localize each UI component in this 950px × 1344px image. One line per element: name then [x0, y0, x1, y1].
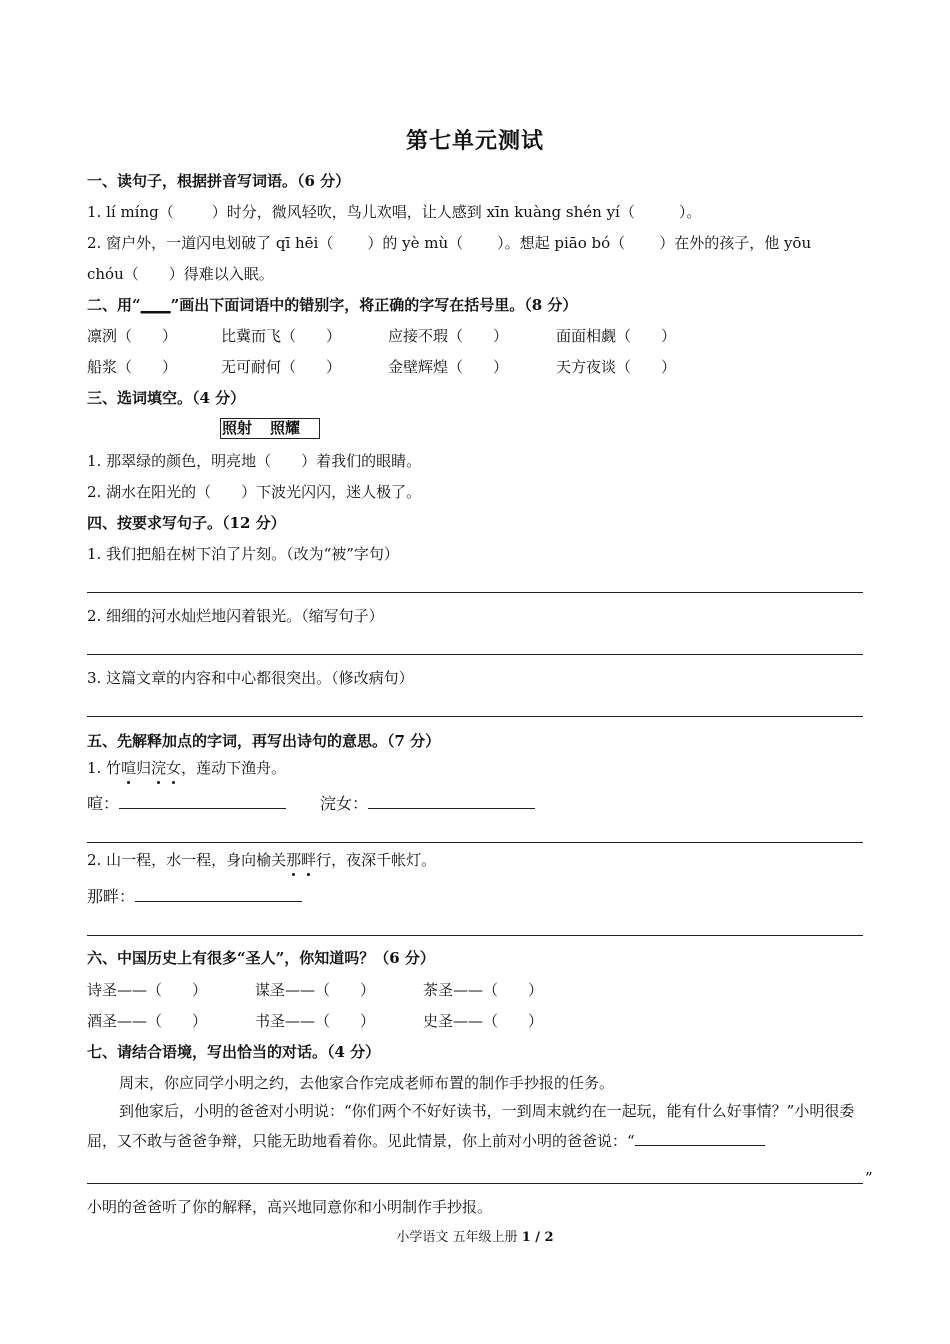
answer-label: 浣女： — [320, 794, 369, 813]
sage-item: 酒圣——（ ） — [87, 1012, 208, 1030]
text: chóu（ — [87, 265, 139, 283]
s1-line-2 — [87, 232, 811, 254]
text: ）时分，微风轻吹，鸟儿欢唱，让人感到 xīn kuàng shén yí（ — [211, 203, 635, 221]
page-footer — [0, 1226, 950, 1245]
section-1-heading: 一、读句子，根据拼音写词语。（6 分） — [87, 172, 351, 190]
s1-line-1 — [87, 201, 701, 223]
s4-question-2: 2. 细细的河水灿烂地闪着银光。（缩写句子） — [87, 607, 384, 625]
section-6-heading: 六、中国历史上有很多“圣人”，你知道吗？（6 分） — [87, 949, 435, 967]
text: ”画出下面词语中的错别字，将正确的字写在括号里。（8 分） — [170, 296, 578, 314]
word-item: 天方夜谈（ ） — [556, 358, 677, 376]
word-item: 凛洌（ ） — [87, 327, 178, 345]
dotted-char: 浣 — [151, 759, 167, 777]
page-number: 1 / 2 — [521, 1230, 554, 1245]
text: ）的 yè mù（ — [367, 234, 464, 252]
answer-blank[interactable] — [368, 792, 535, 809]
text: ）在外的孩子，他 yōu — [659, 234, 812, 252]
answer-blank[interactable] — [135, 885, 302, 902]
s2-row-2 — [87, 356, 863, 378]
section-4-heading: 四、按要求写句子。（12 分） — [87, 514, 286, 532]
s5-answer-row-1 — [87, 792, 535, 815]
answer-line — [87, 935, 863, 936]
word-item: 船浆（ ） — [87, 358, 178, 376]
word-item: 无可耐何（ ） — [221, 358, 342, 376]
answer-label: 喧： — [87, 794, 120, 813]
word-option: 照射 — [222, 419, 253, 437]
word-item: 金壁辉煌（ ） — [388, 358, 509, 376]
s5-poem-1 — [87, 757, 286, 779]
section-5-heading: 五、先解释加点的字词，再写出诗句的意思。（7 分） — [87, 732, 441, 750]
answer-blank[interactable] — [119, 792, 286, 809]
word-item: 应接不瑕（ ） — [388, 327, 509, 345]
closing-quote: ” — [865, 1169, 873, 1187]
s4-question-1: 1. 我们把船在树下泊了片刻。（改为“被”字句） — [87, 545, 399, 563]
text: 2. 窗户外，一道闪电划破了 qī hēi（ — [87, 234, 334, 252]
answer-line — [87, 842, 863, 843]
dotted-char: 女 — [166, 759, 182, 777]
word-item: 比冀而飞（ ） — [221, 327, 342, 345]
text: 二、用“ — [87, 296, 141, 314]
answer-line — [87, 592, 863, 593]
s6-row-2 — [87, 1010, 863, 1032]
s7-paragraph-2 — [87, 1096, 865, 1156]
word-choice-box — [220, 418, 320, 439]
s2-row-1 — [87, 325, 863, 347]
sage-item: 茶圣——（ ） — [423, 981, 544, 999]
text: 1. 竹 — [87, 759, 122, 777]
word-option: 照耀 — [270, 419, 301, 437]
sage-item: 史圣——（ ） — [423, 1012, 544, 1030]
text: ）得难以入眠。 — [168, 265, 274, 283]
answer-line — [87, 654, 863, 655]
answer-line — [87, 1183, 863, 1184]
s3-question-1: 1. 那翠绿的颜色，明亮地（ ）着我们的眼睛。 — [87, 452, 422, 470]
answer-label: 那畔： — [87, 887, 136, 906]
sage-item: 诗圣——（ ） — [87, 981, 208, 999]
dotted-char: 畔 — [301, 851, 317, 869]
s7-paragraph-1: 周末，你应同学小明之约，去他家合作完成老师布置的制作手抄报的任务。 — [119, 1074, 615, 1092]
text: 行，夜深千帐灯。 — [316, 851, 437, 869]
footer-label: 小学语文 五年级上册 — [396, 1230, 522, 1245]
s5-answer-row-2 — [87, 885, 302, 908]
text: 1. lí míng（ — [87, 203, 174, 221]
text: ，莲动下渔舟。 — [181, 759, 287, 777]
word-item: 面面相觑（ ） — [556, 327, 677, 345]
page-title: 第七单元测试 — [405, 128, 544, 154]
dotted-char: 那 — [286, 851, 302, 869]
sage-item: 书圣——（ ） — [255, 1012, 376, 1030]
text: ）。想起 piāo bó（ — [497, 234, 626, 252]
answer-line — [87, 716, 863, 717]
section-2-heading — [87, 294, 577, 316]
sage-item: 谋圣——（ ） — [255, 981, 376, 999]
answer-blank[interactable] — [635, 1129, 765, 1146]
s1-line-3 — [87, 263, 274, 285]
s3-question-2: 2. 湖水在阳光的（ ）下波光闪闪，迷人极了。 — [87, 483, 422, 501]
text: 2. 山一程，水一程，身向榆关 — [87, 851, 287, 869]
text: 到他家后，小明的爸爸对小明说：“你们两个不好好读书，一到周末就约在一起玩，能有什么好事情？”小明很委屈，又不敢与爸爸争辩，只能无助地看着你。见此情景，你上前对小明的爸爸说：“ — [87, 1102, 855, 1150]
s5-poem-2 — [87, 849, 436, 871]
s7-paragraph-3: 小明的爸爸听了你的解释，高兴地同意你和小明制作手抄报。 — [87, 1198, 493, 1216]
text: ）。 — [678, 203, 702, 221]
section-7-heading: 七、请结合语境，写出恰当的对话。（4 分） — [87, 1043, 381, 1061]
section-3-heading: 三、选词填空。（4 分） — [87, 389, 246, 407]
text: 归 — [136, 759, 152, 777]
dotted-char: 喧 — [121, 759, 137, 777]
underline-sample: ____ — [140, 296, 171, 314]
s6-row-1 — [87, 979, 863, 1001]
s4-question-3: 3. 这篇文章的内容和中心都很突出。（修改病句） — [87, 669, 414, 687]
